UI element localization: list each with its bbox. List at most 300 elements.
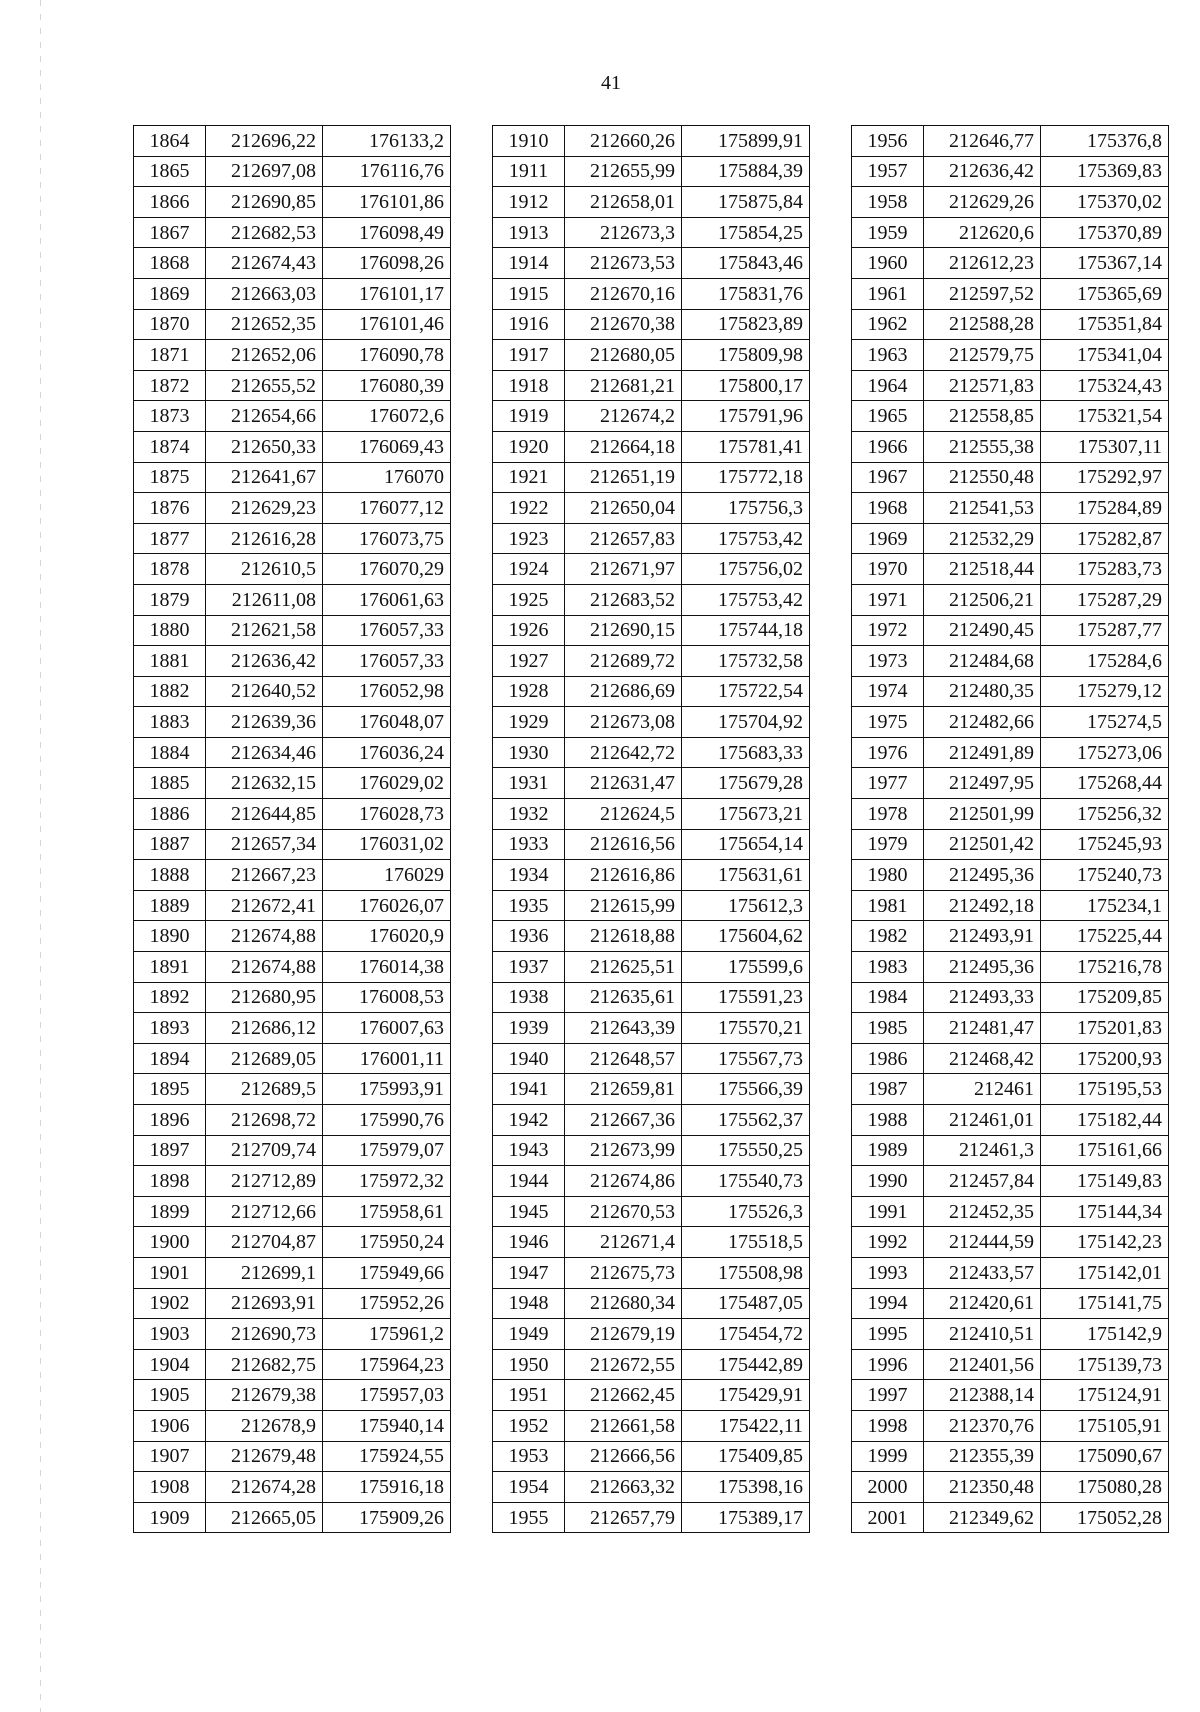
year-cell: 1999 bbox=[852, 1441, 924, 1472]
x-value-cell: 212679,19 bbox=[565, 1319, 682, 1350]
x-value-cell: 212629,26 bbox=[924, 187, 1041, 218]
year-cell: 1929 bbox=[493, 707, 565, 738]
y-value-cell: 176070,29 bbox=[323, 554, 451, 585]
y-value-cell: 175124,91 bbox=[1041, 1380, 1169, 1411]
table-row bbox=[852, 921, 1169, 952]
y-value-cell: 175487,05 bbox=[682, 1288, 810, 1319]
y-value-cell: 175753,42 bbox=[682, 584, 810, 615]
x-value-cell: 212670,53 bbox=[565, 1196, 682, 1227]
year-cell: 1896 bbox=[134, 1105, 206, 1136]
y-value-cell: 175964,23 bbox=[323, 1349, 451, 1380]
y-value-cell: 175245,93 bbox=[1041, 829, 1169, 860]
y-value-cell: 175612,3 bbox=[682, 890, 810, 921]
x-value-cell: 212673,3 bbox=[565, 217, 682, 248]
year-cell: 1900 bbox=[134, 1227, 206, 1258]
year-cell: 1953 bbox=[493, 1441, 565, 1472]
table-row bbox=[493, 1196, 810, 1227]
y-value-cell: 176057,33 bbox=[323, 615, 451, 646]
x-value-cell: 212642,72 bbox=[565, 737, 682, 768]
x-value-cell: 212663,03 bbox=[206, 278, 323, 309]
year-cell: 1993 bbox=[852, 1257, 924, 1288]
x-value-cell: 212650,33 bbox=[206, 431, 323, 462]
y-value-cell: 176001,11 bbox=[323, 1043, 451, 1074]
year-cell: 1916 bbox=[493, 309, 565, 340]
table-row bbox=[134, 1472, 451, 1503]
x-value-cell: 212571,83 bbox=[924, 370, 1041, 401]
table-row bbox=[852, 1349, 1169, 1380]
y-value-cell: 175398,16 bbox=[682, 1472, 810, 1503]
x-value-cell: 212636,42 bbox=[206, 646, 323, 677]
year-cell: 1958 bbox=[852, 187, 924, 218]
table-row bbox=[852, 646, 1169, 677]
y-value-cell: 175284,89 bbox=[1041, 493, 1169, 524]
x-value-cell: 212495,36 bbox=[924, 952, 1041, 983]
year-cell: 1994 bbox=[852, 1288, 924, 1319]
year-cell: 1874 bbox=[134, 431, 206, 462]
x-value-cell: 212501,42 bbox=[924, 829, 1041, 860]
year-cell: 1921 bbox=[493, 462, 565, 493]
y-value-cell: 175722,54 bbox=[682, 676, 810, 707]
y-value-cell: 175256,32 bbox=[1041, 799, 1169, 830]
year-cell: 1992 bbox=[852, 1227, 924, 1258]
table-row bbox=[493, 921, 810, 952]
y-value-cell: 176080,39 bbox=[323, 370, 451, 401]
year-cell: 1954 bbox=[493, 1472, 565, 1503]
year-cell: 1991 bbox=[852, 1196, 924, 1227]
year-cell: 1868 bbox=[134, 248, 206, 279]
x-value-cell: 212644,85 bbox=[206, 799, 323, 830]
y-value-cell: 175324,43 bbox=[1041, 370, 1169, 401]
year-cell: 1975 bbox=[852, 707, 924, 738]
y-value-cell: 175370,02 bbox=[1041, 187, 1169, 218]
y-value-cell: 175282,87 bbox=[1041, 523, 1169, 554]
table-row bbox=[493, 737, 810, 768]
year-cell: 1889 bbox=[134, 890, 206, 921]
table-row bbox=[134, 1196, 451, 1227]
table-row bbox=[852, 278, 1169, 309]
x-value-cell: 212674,88 bbox=[206, 952, 323, 983]
x-value-cell: 212673,08 bbox=[565, 707, 682, 738]
table-row bbox=[134, 921, 451, 952]
table-row bbox=[493, 493, 810, 524]
year-cell: 1918 bbox=[493, 370, 565, 401]
x-value-cell: 212468,42 bbox=[924, 1043, 1041, 1074]
y-value-cell: 175683,33 bbox=[682, 737, 810, 768]
year-cell: 1948 bbox=[493, 1288, 565, 1319]
x-value-cell: 212444,59 bbox=[924, 1227, 1041, 1258]
x-value-cell: 212355,39 bbox=[924, 1441, 1041, 1472]
x-value-cell: 212660,26 bbox=[565, 126, 682, 157]
y-value-cell: 175673,21 bbox=[682, 799, 810, 830]
y-value-cell: 175781,41 bbox=[682, 431, 810, 462]
x-value-cell: 212689,5 bbox=[206, 1074, 323, 1105]
x-value-cell: 212634,46 bbox=[206, 737, 323, 768]
y-value-cell: 175732,58 bbox=[682, 646, 810, 677]
x-value-cell: 212597,52 bbox=[924, 278, 1041, 309]
year-cell: 1873 bbox=[134, 401, 206, 432]
x-value-cell: 212667,23 bbox=[206, 860, 323, 891]
y-value-cell: 175756,3 bbox=[682, 493, 810, 524]
y-value-cell: 176077,12 bbox=[323, 493, 451, 524]
y-value-cell: 175141,75 bbox=[1041, 1288, 1169, 1319]
table-row bbox=[134, 1288, 451, 1319]
table-row bbox=[134, 768, 451, 799]
table-row bbox=[852, 126, 1169, 157]
x-value-cell: 212481,47 bbox=[924, 1013, 1041, 1044]
y-value-cell: 175409,85 bbox=[682, 1441, 810, 1472]
x-value-cell: 212678,9 bbox=[206, 1410, 323, 1441]
year-cell: 1865 bbox=[134, 156, 206, 187]
x-value-cell: 212506,21 bbox=[924, 584, 1041, 615]
y-value-cell: 175599,6 bbox=[682, 952, 810, 983]
year-cell: 1986 bbox=[852, 1043, 924, 1074]
y-value-cell: 175591,23 bbox=[682, 982, 810, 1013]
y-value-cell: 175200,93 bbox=[1041, 1043, 1169, 1074]
table-row bbox=[134, 1135, 451, 1166]
x-value-cell: 212672,55 bbox=[565, 1349, 682, 1380]
year-cell: 1985 bbox=[852, 1013, 924, 1044]
x-value-cell: 212661,58 bbox=[565, 1410, 682, 1441]
table-row bbox=[134, 1257, 451, 1288]
x-value-cell: 212673,53 bbox=[565, 248, 682, 279]
x-value-cell: 212639,36 bbox=[206, 707, 323, 738]
y-value-cell: 175287,77 bbox=[1041, 615, 1169, 646]
y-value-cell: 175508,98 bbox=[682, 1257, 810, 1288]
x-value-cell: 212673,99 bbox=[565, 1135, 682, 1166]
table-row bbox=[852, 737, 1169, 768]
table-row bbox=[493, 1043, 810, 1074]
table-row bbox=[493, 401, 810, 432]
table-row bbox=[134, 1105, 451, 1136]
x-value-cell: 212621,58 bbox=[206, 615, 323, 646]
y-value-cell: 175369,83 bbox=[1041, 156, 1169, 187]
year-cell: 1938 bbox=[493, 982, 565, 1013]
table-row bbox=[852, 1410, 1169, 1441]
data-table-1 bbox=[133, 125, 451, 1533]
year-cell: 1941 bbox=[493, 1074, 565, 1105]
year-cell: 1930 bbox=[493, 737, 565, 768]
x-value-cell: 212457,84 bbox=[924, 1166, 1041, 1197]
table-row bbox=[852, 1105, 1169, 1136]
table-row bbox=[134, 340, 451, 371]
y-value-cell: 175823,89 bbox=[682, 309, 810, 340]
year-cell: 2000 bbox=[852, 1472, 924, 1503]
y-value-cell: 176036,24 bbox=[323, 737, 451, 768]
year-cell: 1898 bbox=[134, 1166, 206, 1197]
table-row bbox=[134, 187, 451, 218]
year-cell: 1949 bbox=[493, 1319, 565, 1350]
year-cell: 1980 bbox=[852, 860, 924, 891]
year-cell: 1885 bbox=[134, 768, 206, 799]
year-cell: 1866 bbox=[134, 187, 206, 218]
y-value-cell: 175182,44 bbox=[1041, 1105, 1169, 1136]
table-row bbox=[493, 1472, 810, 1503]
year-cell: 1910 bbox=[493, 126, 565, 157]
x-value-cell: 212652,06 bbox=[206, 340, 323, 371]
y-value-cell: 176031,02 bbox=[323, 829, 451, 860]
table-row bbox=[493, 1013, 810, 1044]
table-row bbox=[852, 707, 1169, 738]
y-value-cell: 176028,73 bbox=[323, 799, 451, 830]
y-value-cell: 175961,2 bbox=[323, 1319, 451, 1350]
x-value-cell: 212655,52 bbox=[206, 370, 323, 401]
y-value-cell: 175566,39 bbox=[682, 1074, 810, 1105]
table-row bbox=[493, 187, 810, 218]
y-value-cell: 175756,02 bbox=[682, 554, 810, 585]
year-cell: 1913 bbox=[493, 217, 565, 248]
year-cell: 1934 bbox=[493, 860, 565, 891]
y-value-cell: 175422,11 bbox=[682, 1410, 810, 1441]
y-value-cell: 175567,73 bbox=[682, 1043, 810, 1074]
table-row bbox=[852, 1472, 1169, 1503]
year-cell: 1977 bbox=[852, 768, 924, 799]
y-value-cell: 175284,6 bbox=[1041, 646, 1169, 677]
year-cell: 1912 bbox=[493, 187, 565, 218]
x-value-cell: 212410,51 bbox=[924, 1319, 1041, 1350]
year-cell: 1962 bbox=[852, 309, 924, 340]
x-value-cell: 212686,12 bbox=[206, 1013, 323, 1044]
table-row bbox=[852, 187, 1169, 218]
x-value-cell: 212616,56 bbox=[565, 829, 682, 860]
table-row bbox=[852, 554, 1169, 585]
x-value-cell: 212624,5 bbox=[565, 799, 682, 830]
x-value-cell: 212650,04 bbox=[565, 493, 682, 524]
year-cell: 1990 bbox=[852, 1166, 924, 1197]
year-cell: 1933 bbox=[493, 829, 565, 860]
y-value-cell: 175225,44 bbox=[1041, 921, 1169, 952]
y-value-cell: 175791,96 bbox=[682, 401, 810, 432]
year-cell: 1950 bbox=[493, 1349, 565, 1380]
x-value-cell: 212671,4 bbox=[565, 1227, 682, 1258]
year-cell: 1932 bbox=[493, 799, 565, 830]
year-cell: 1996 bbox=[852, 1349, 924, 1380]
y-value-cell: 175753,42 bbox=[682, 523, 810, 554]
scan-margin-line bbox=[40, 0, 41, 1712]
x-value-cell: 212674,86 bbox=[565, 1166, 682, 1197]
y-value-cell: 175287,29 bbox=[1041, 584, 1169, 615]
year-cell: 1971 bbox=[852, 584, 924, 615]
y-value-cell: 175454,72 bbox=[682, 1319, 810, 1350]
y-value-cell: 175875,84 bbox=[682, 187, 810, 218]
table-row bbox=[852, 829, 1169, 860]
year-cell: 1884 bbox=[134, 737, 206, 768]
y-value-cell: 175273,06 bbox=[1041, 737, 1169, 768]
x-value-cell: 212679,38 bbox=[206, 1380, 323, 1411]
table-row bbox=[134, 431, 451, 462]
table-row bbox=[852, 309, 1169, 340]
table-row bbox=[852, 952, 1169, 983]
table-row bbox=[493, 1105, 810, 1136]
y-value-cell: 175283,73 bbox=[1041, 554, 1169, 585]
x-value-cell: 212690,85 bbox=[206, 187, 323, 218]
y-value-cell: 175916,18 bbox=[323, 1472, 451, 1503]
year-cell: 1891 bbox=[134, 952, 206, 983]
x-value-cell: 212420,61 bbox=[924, 1288, 1041, 1319]
table-row bbox=[134, 707, 451, 738]
x-value-cell: 212699,1 bbox=[206, 1257, 323, 1288]
y-value-cell: 176052,98 bbox=[323, 676, 451, 707]
table-row bbox=[134, 1043, 451, 1074]
table-row bbox=[852, 1319, 1169, 1350]
table-row bbox=[493, 1319, 810, 1350]
table-row bbox=[493, 1135, 810, 1166]
y-value-cell: 176026,07 bbox=[323, 890, 451, 921]
y-value-cell: 175940,14 bbox=[323, 1410, 451, 1441]
year-cell: 1937 bbox=[493, 952, 565, 983]
table-row bbox=[493, 1441, 810, 1472]
year-cell: 1917 bbox=[493, 340, 565, 371]
y-value-cell: 175884,39 bbox=[682, 156, 810, 187]
y-value-cell: 175772,18 bbox=[682, 462, 810, 493]
x-value-cell: 212349,62 bbox=[924, 1502, 1041, 1533]
table-row bbox=[493, 584, 810, 615]
y-value-cell: 175195,53 bbox=[1041, 1074, 1169, 1105]
year-cell: 1965 bbox=[852, 401, 924, 432]
x-value-cell: 212461,01 bbox=[924, 1105, 1041, 1136]
year-cell: 1979 bbox=[852, 829, 924, 860]
x-value-cell: 212497,95 bbox=[924, 768, 1041, 799]
year-cell: 1893 bbox=[134, 1013, 206, 1044]
year-cell: 1959 bbox=[852, 217, 924, 248]
year-cell: 1946 bbox=[493, 1227, 565, 1258]
year-cell: 1880 bbox=[134, 615, 206, 646]
x-value-cell: 212652,35 bbox=[206, 309, 323, 340]
table-row bbox=[852, 1380, 1169, 1411]
page-number: 41 bbox=[601, 72, 621, 94]
y-value-cell: 176101,86 bbox=[323, 187, 451, 218]
x-value-cell: 212680,05 bbox=[565, 340, 682, 371]
x-value-cell: 212670,16 bbox=[565, 278, 682, 309]
year-cell: 1919 bbox=[493, 401, 565, 432]
year-cell: 1922 bbox=[493, 493, 565, 524]
table-row bbox=[493, 1288, 810, 1319]
table-row bbox=[134, 370, 451, 401]
year-cell: 1864 bbox=[134, 126, 206, 157]
year-cell: 1931 bbox=[493, 768, 565, 799]
y-value-cell: 175370,89 bbox=[1041, 217, 1169, 248]
table-row bbox=[852, 401, 1169, 432]
table-row bbox=[493, 217, 810, 248]
y-value-cell: 176070 bbox=[323, 462, 451, 493]
table-row bbox=[493, 1074, 810, 1105]
x-value-cell: 212641,67 bbox=[206, 462, 323, 493]
y-value-cell: 176007,63 bbox=[323, 1013, 451, 1044]
table-row bbox=[493, 1410, 810, 1441]
table-row bbox=[134, 1074, 451, 1105]
x-value-cell: 212659,81 bbox=[565, 1074, 682, 1105]
y-value-cell: 175090,67 bbox=[1041, 1441, 1169, 1472]
year-cell: 1867 bbox=[134, 217, 206, 248]
table-row bbox=[852, 584, 1169, 615]
y-value-cell: 175234,1 bbox=[1041, 890, 1169, 921]
x-value-cell: 212452,35 bbox=[924, 1196, 1041, 1227]
y-value-cell: 175307,11 bbox=[1041, 431, 1169, 462]
y-value-cell: 175993,91 bbox=[323, 1074, 451, 1105]
table-row bbox=[852, 615, 1169, 646]
x-value-cell: 212667,36 bbox=[565, 1105, 682, 1136]
year-cell: 1984 bbox=[852, 982, 924, 1013]
table-row bbox=[852, 156, 1169, 187]
x-value-cell: 212689,05 bbox=[206, 1043, 323, 1074]
x-value-cell: 212679,48 bbox=[206, 1441, 323, 1472]
year-cell: 1964 bbox=[852, 370, 924, 401]
year-cell: 1911 bbox=[493, 156, 565, 187]
y-value-cell: 175142,01 bbox=[1041, 1257, 1169, 1288]
y-value-cell: 175704,92 bbox=[682, 707, 810, 738]
table-row bbox=[493, 554, 810, 585]
x-value-cell: 212491,89 bbox=[924, 737, 1041, 768]
x-value-cell: 212670,38 bbox=[565, 309, 682, 340]
x-value-cell: 212709,74 bbox=[206, 1135, 323, 1166]
x-value-cell: 212501,99 bbox=[924, 799, 1041, 830]
x-value-cell: 212461,3 bbox=[924, 1135, 1041, 1166]
year-cell: 1943 bbox=[493, 1135, 565, 1166]
table-row bbox=[134, 278, 451, 309]
y-value-cell: 176098,49 bbox=[323, 217, 451, 248]
year-cell: 1956 bbox=[852, 126, 924, 157]
table-row bbox=[852, 768, 1169, 799]
year-cell: 1989 bbox=[852, 1135, 924, 1166]
year-cell: 1883 bbox=[134, 707, 206, 738]
x-value-cell: 212555,38 bbox=[924, 431, 1041, 462]
y-value-cell: 175831,76 bbox=[682, 278, 810, 309]
x-value-cell: 212495,36 bbox=[924, 860, 1041, 891]
year-cell: 1983 bbox=[852, 952, 924, 983]
year-cell: 1907 bbox=[134, 1441, 206, 1472]
y-value-cell: 175604,62 bbox=[682, 921, 810, 952]
x-value-cell: 212640,52 bbox=[206, 676, 323, 707]
table-row bbox=[493, 431, 810, 462]
y-value-cell: 176072,6 bbox=[323, 401, 451, 432]
y-value-cell: 175972,32 bbox=[323, 1166, 451, 1197]
table-row bbox=[134, 646, 451, 677]
x-value-cell: 212657,34 bbox=[206, 829, 323, 860]
y-value-cell: 176133,2 bbox=[323, 126, 451, 157]
table-row bbox=[493, 126, 810, 157]
y-value-cell: 176057,33 bbox=[323, 646, 451, 677]
table-row bbox=[493, 370, 810, 401]
year-cell: 1872 bbox=[134, 370, 206, 401]
x-value-cell: 212663,32 bbox=[565, 1472, 682, 1503]
table-row bbox=[852, 1013, 1169, 1044]
x-value-cell: 212625,51 bbox=[565, 952, 682, 983]
table-row bbox=[852, 431, 1169, 462]
table-row bbox=[134, 1227, 451, 1258]
table-row bbox=[134, 1319, 451, 1350]
y-value-cell: 176069,43 bbox=[323, 431, 451, 462]
year-cell: 1963 bbox=[852, 340, 924, 371]
x-value-cell: 212680,95 bbox=[206, 982, 323, 1013]
year-cell: 1878 bbox=[134, 554, 206, 585]
year-cell: 1892 bbox=[134, 982, 206, 1013]
year-cell: 1947 bbox=[493, 1257, 565, 1288]
table-row bbox=[852, 1441, 1169, 1472]
year-cell: 1887 bbox=[134, 829, 206, 860]
year-cell: 1886 bbox=[134, 799, 206, 830]
y-value-cell: 175679,28 bbox=[682, 768, 810, 799]
year-cell: 1976 bbox=[852, 737, 924, 768]
x-value-cell: 212370,76 bbox=[924, 1410, 1041, 1441]
y-value-cell: 175376,8 bbox=[1041, 126, 1169, 157]
table-row bbox=[852, 890, 1169, 921]
year-cell: 1877 bbox=[134, 523, 206, 554]
y-value-cell: 175389,17 bbox=[682, 1502, 810, 1533]
x-value-cell: 212712,89 bbox=[206, 1166, 323, 1197]
y-value-cell: 175909,26 bbox=[323, 1502, 451, 1533]
year-cell: 1936 bbox=[493, 921, 565, 952]
y-value-cell: 175052,28 bbox=[1041, 1502, 1169, 1533]
x-value-cell: 212480,35 bbox=[924, 676, 1041, 707]
